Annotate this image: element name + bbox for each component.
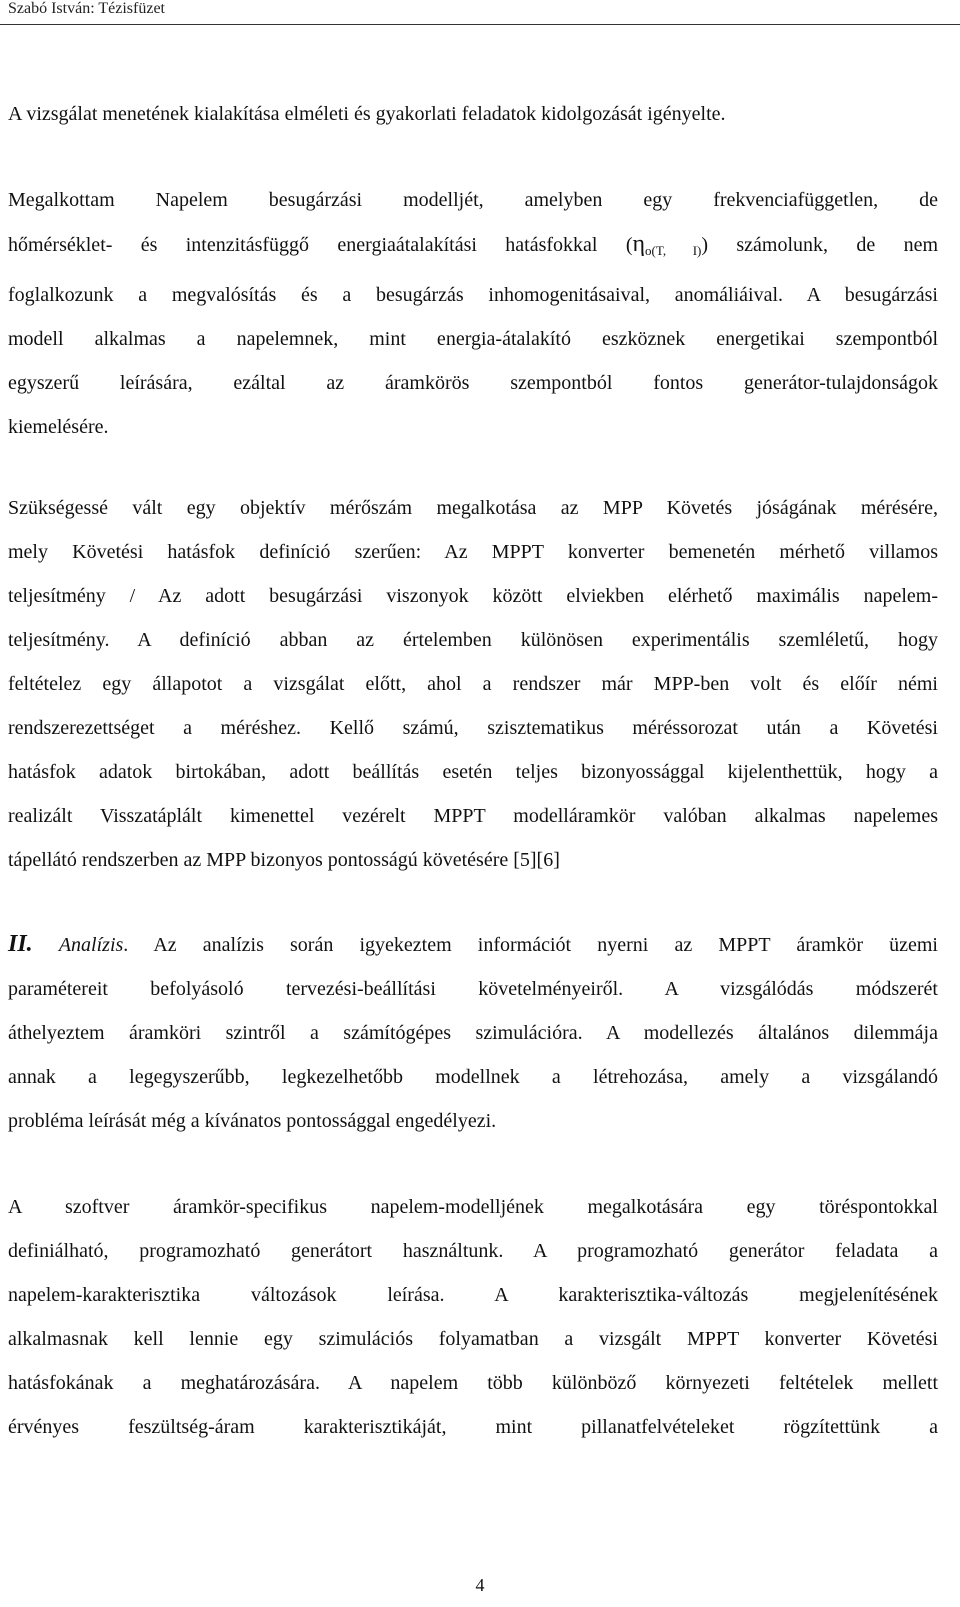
text-line: foglalkozunk a megvalósítás és a besugárzás inhomogenitásaival, anomáliáival. A besugárzási	[8, 284, 938, 306]
paragraph-efficiency	[8, 486, 938, 882]
text-line-with-heading	[8, 922, 938, 967]
text-line: teljesítmény. A definíció abban az értelemben különösen experimentális szemléletű, hogy	[8, 629, 938, 651]
text-line: annak a legegyszerűbb, legkezelhetőbb modellnek a létrehozása, amely a vizsgálandó	[8, 1066, 938, 1088]
text-line: hatásfok adatok birtokában, adott beállítás esetén teljes bizonyossággal kijelenthettük, hogy a	[8, 761, 938, 783]
eta-symbol: η	[632, 231, 646, 257]
paragraph-analysis	[8, 922, 938, 1143]
text-line: mely Követési hatásfok definíció szerűen: Az MPPT konverter bemenetén mérhető villamos	[8, 541, 938, 563]
text-line: hatásfokának a meghatározására. A napelem több különböző környezeti feltételek mellett	[8, 1372, 938, 1394]
paragraph-software	[8, 1185, 938, 1449]
text-line: feltételez egy állapotot a vizsgálat előtt, ahol a rendszer már MPP-ben volt és előír némi	[8, 673, 938, 695]
text-fragment: ) számolunk, de nem	[701, 234, 939, 256]
header-rule	[0, 24, 960, 25]
text-line: napelem-karakterisztika változások leírása. A karakterisztika-változás megjelenítésének	[8, 1284, 938, 1306]
text-line: modell alkalmas a napelemnek, mint energia-átalakító eszköznek energetikai szempontból	[8, 328, 938, 350]
text-line: érvényes feszültség-áram karakterisztikáját, mint pillanatfelvételeket rögzítettünk a	[8, 1416, 938, 1438]
text-line: tápellátó rendszerben az MPP bizonyos pontosságú követésére [5][6]	[8, 849, 560, 871]
text-line: definiálható, programozható generátort használtunk. A programozható generátor feladata a	[8, 1240, 938, 1262]
running-header: Szabó István: Tézisfüzet	[8, 0, 165, 17]
text-line: teljesítmény / Az adott besugárzási viszonyok között elviekben elérhető maximális napelem-	[8, 585, 938, 607]
text-line: realizált Visszatáplált kimenettel vezérelt MPPT modelláramkör valóban alkalmas napelemes	[8, 805, 938, 827]
text-line: egyszerű leírására, ezáltal az áramkörös szempontból fontos generátor-tulajdonságok	[8, 372, 938, 394]
text-line: A vizsgálat menetének kialakítása elméleti és gyakorlati feladatok kidolgozását igényelte.	[8, 103, 726, 125]
paragraph-model	[8, 178, 938, 449]
text-line: alkalmasnak kell lennie egy szimulációs folyamatban a vizsgált MPPT konverter Követési	[8, 1328, 938, 1350]
text-line: paramétereit befolyásoló tervezési-beállítási követelményeiről. A vizsgálódás módszerét	[8, 978, 938, 1000]
section-number: II.	[8, 931, 33, 957]
text-line: probléma leírását még a kívánatos pontossággal engedélyezi.	[8, 1110, 497, 1132]
text-fragment: . Az analízis során igyekeztem információt nyerni az MPPT áramkör üzemi	[123, 934, 938, 956]
paragraph-intro	[8, 92, 938, 136]
text-line-with-eta	[8, 222, 938, 273]
text-line: A szoftver áramkör-specifikus napelem-modelljének megalkotására egy töréspontokkal	[8, 1196, 938, 1218]
text-fragment: hőmérséklet- és intenzitásfüggő energiaátalakítási hatásfokkal (	[8, 234, 633, 256]
section-heading: Analízis	[58, 934, 124, 956]
text-line: Megalkottam Napelem besugárzási modelljét, amelyben egy frekvenciafüggetlen, de	[8, 189, 938, 211]
text-line: áthelyeztem áramköri szintről a számítógépes szimulációra. A modellezés általános dilemmája	[8, 1022, 938, 1044]
page-number: 4	[475, 1575, 485, 1595]
text-line: kiemelésére.	[8, 416, 109, 438]
eta-subscript: o(T, I)	[645, 243, 702, 258]
text-line: rendszerezettséget a méréshez. Kellő számú, szisztematikus méréssorozat után a Követési	[8, 717, 938, 739]
text-line: Szükségessé vált egy objektív mérőszám megalkotása az MPP Követés jóságának mérésére,	[8, 497, 938, 519]
